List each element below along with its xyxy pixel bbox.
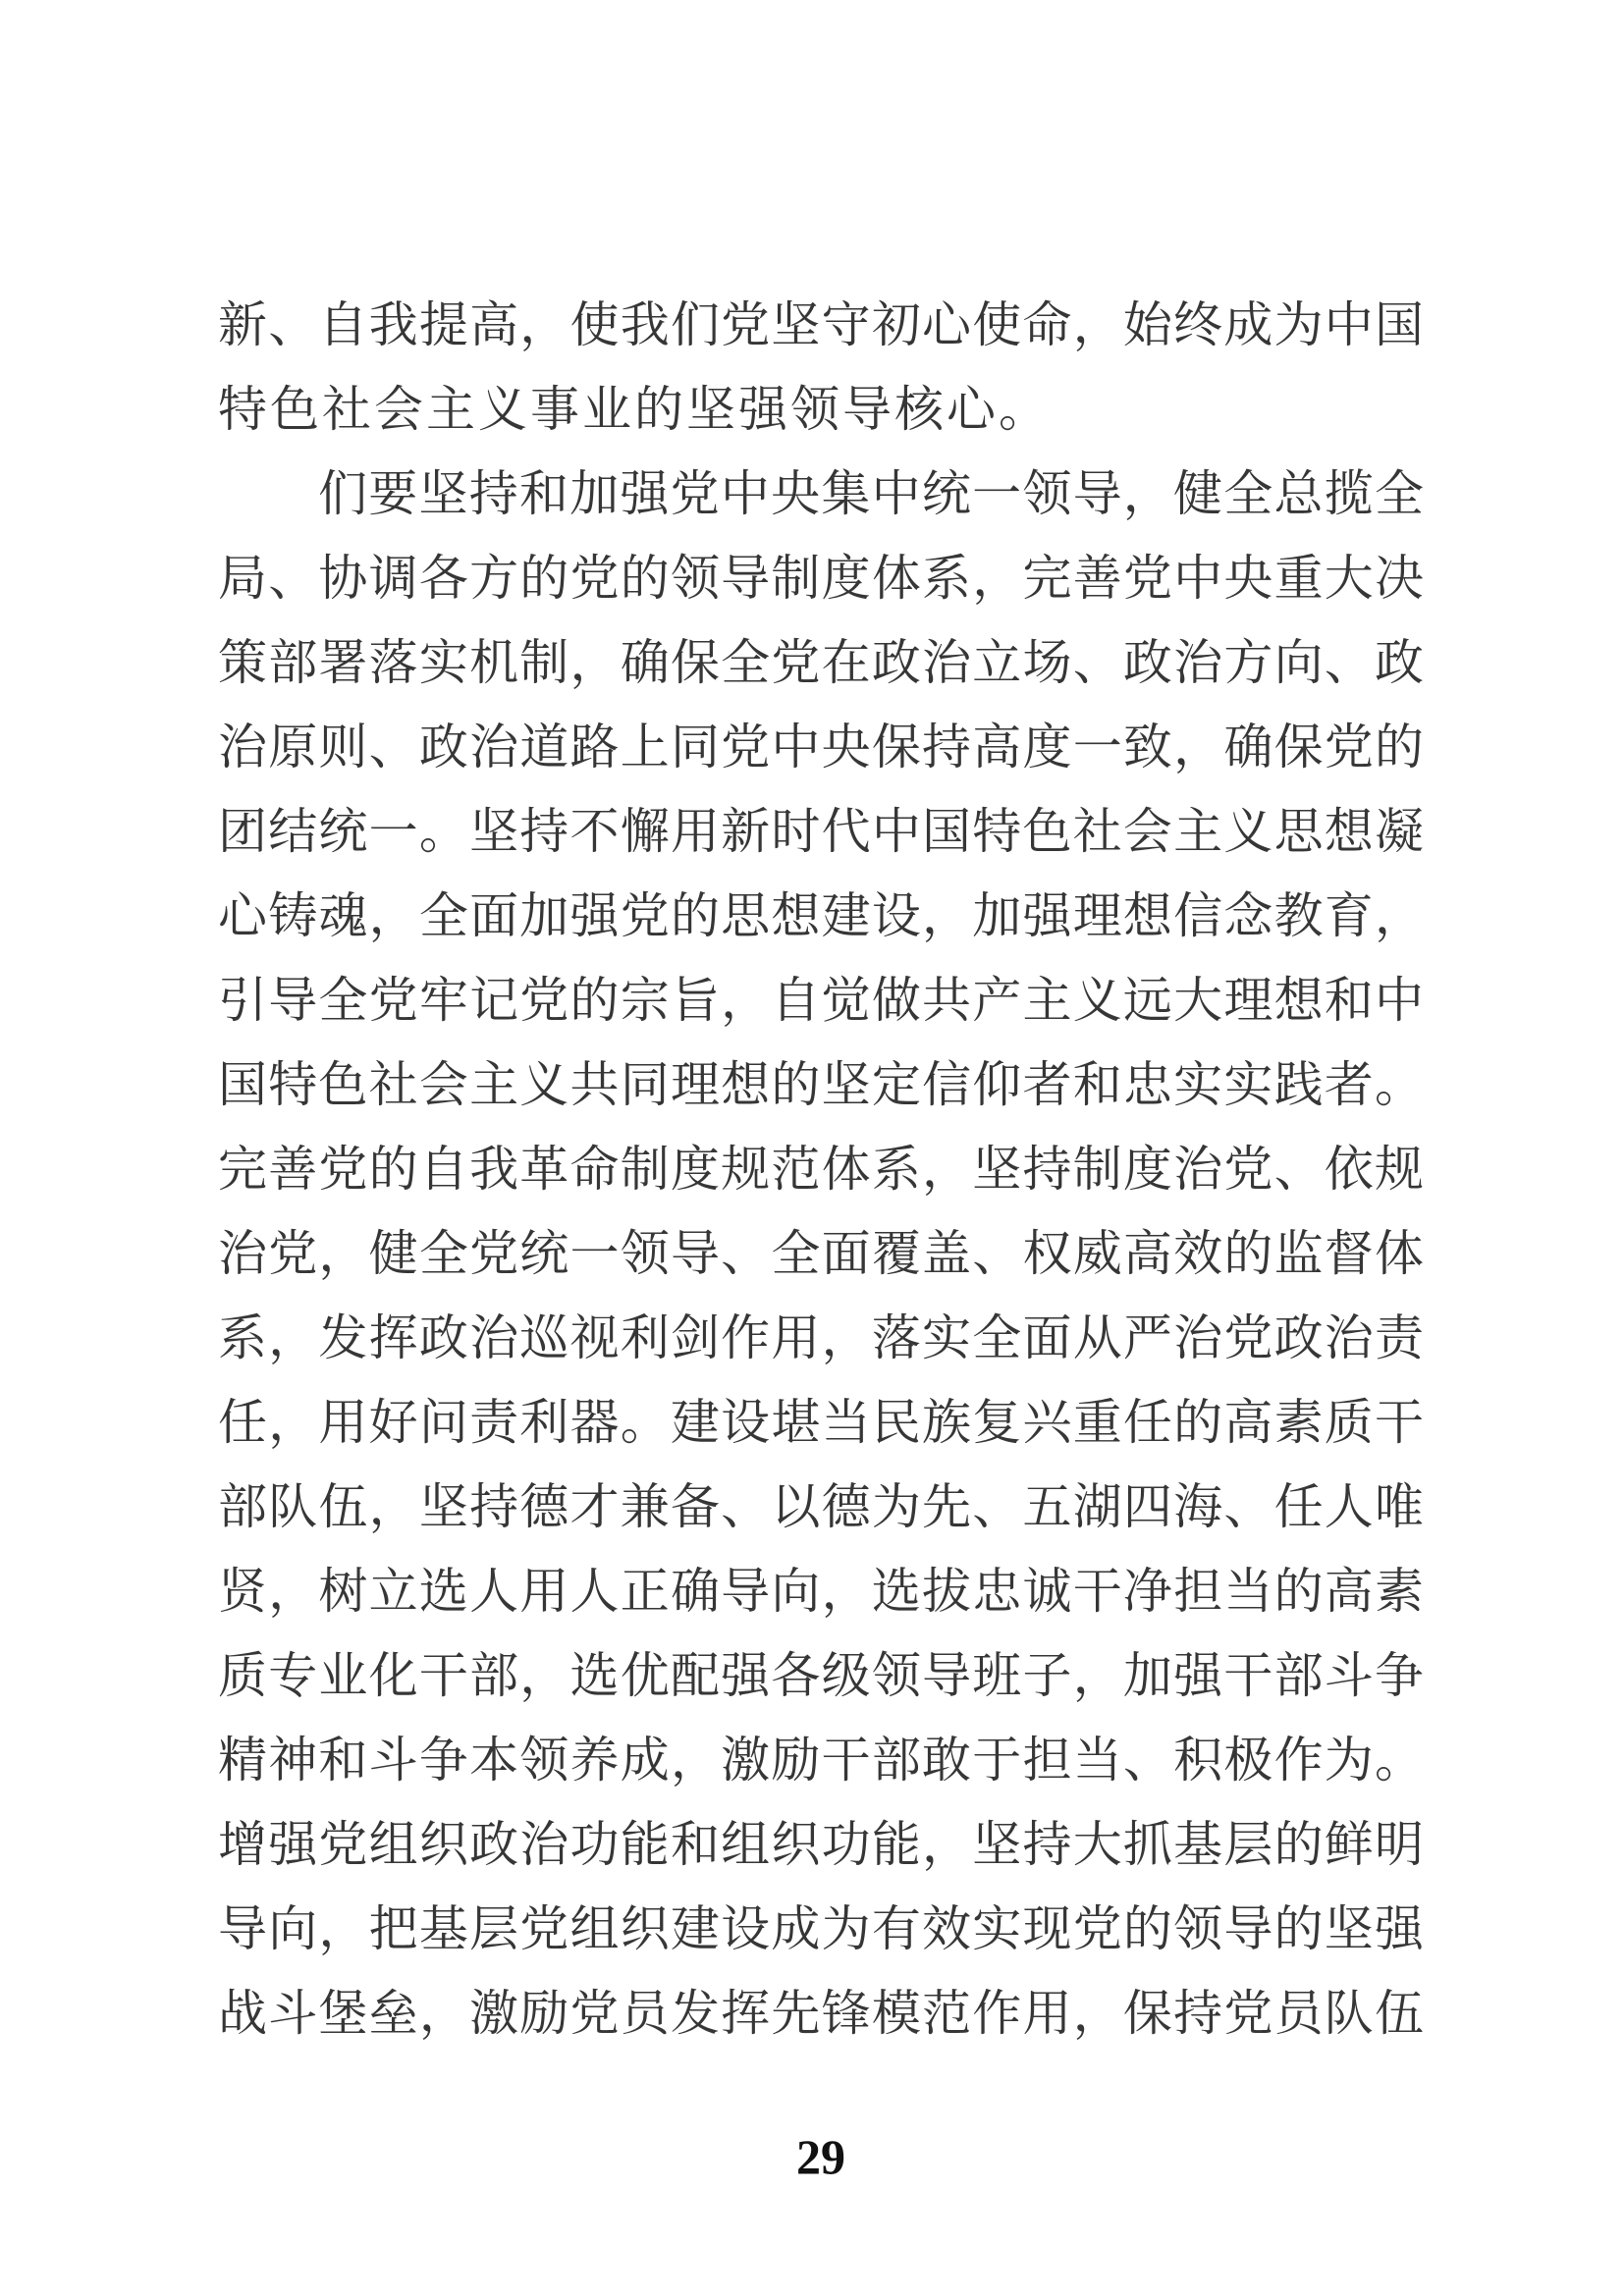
- text-line: 治党，健全党统一领导、全面覆盖、权威高效的监督体: [218, 1226, 1424, 1281]
- text-line: 新、自我提高，使我们党坚守初心使命，始终成为中国: [218, 297, 1424, 352]
- text-line: 任，用好问责利器。建设堪当民族复兴重任的高素质干: [218, 1395, 1424, 1450]
- text-line: 国特色社会主义共同理想的坚定信仰者和忠实实践者。: [218, 1057, 1424, 1112]
- text-line: 部队伍，坚持德才兼备、以德为先、五湖四海、任人唯: [218, 1479, 1424, 1534]
- body-text: [218, 283, 1424, 2056]
- text-line: 策部署落实机制，确保全党在政治立场、政治方向、政: [218, 635, 1424, 690]
- text-line: 团结统一。坚持不懈用新时代中国特色社会主义思想凝: [218, 804, 1424, 859]
- text-line: 精神和斗争本领养成，激励干部敢于担当、积极作为。: [218, 1733, 1424, 1788]
- text-line: 贤，树立选人用人正确导向，选拔忠诚干净担当的高素: [218, 1564, 1424, 1619]
- text-line: 心铸魂，全面加强党的思想建设，加强理想信念教育，: [218, 888, 1424, 943]
- text-line: 战斗堡垒，激励党员发挥先锋模范作用，保持党员队伍: [218, 1986, 1424, 2041]
- text-line: 治原则、政治道路上同党中央保持高度一致，确保党的: [218, 720, 1424, 774]
- text-line: 增强党组织政治功能和组织功能，坚持大抓基层的鲜明: [218, 1817, 1424, 1872]
- text-line: 们要坚持和加强党中央集中统一领导，健全总揽全: [318, 466, 1424, 521]
- text-line: 质专业化干部，选优配强各级领导班子，加强干部斗争: [218, 1648, 1424, 1703]
- text-line: 完善党的自我革命制度规范体系，坚持制度治党、依规: [218, 1142, 1424, 1197]
- text-line: 局、协调各方的党的领导制度体系，完善党中央重大决: [218, 551, 1424, 606]
- text-line: 系，发挥政治巡视利剑作用，落实全面从严治党政治责: [218, 1310, 1424, 1365]
- text-line: 特色社会主义事业的坚强领导核心。: [218, 382, 1051, 437]
- page-number: 29: [796, 2129, 845, 2184]
- text-line: 引导全党牢记党的宗旨，自觉做共产主义远大理想和中: [218, 973, 1424, 1028]
- text-line: 导向，把基层党组织建设成为有效实现党的领导的坚强: [218, 1901, 1424, 1956]
